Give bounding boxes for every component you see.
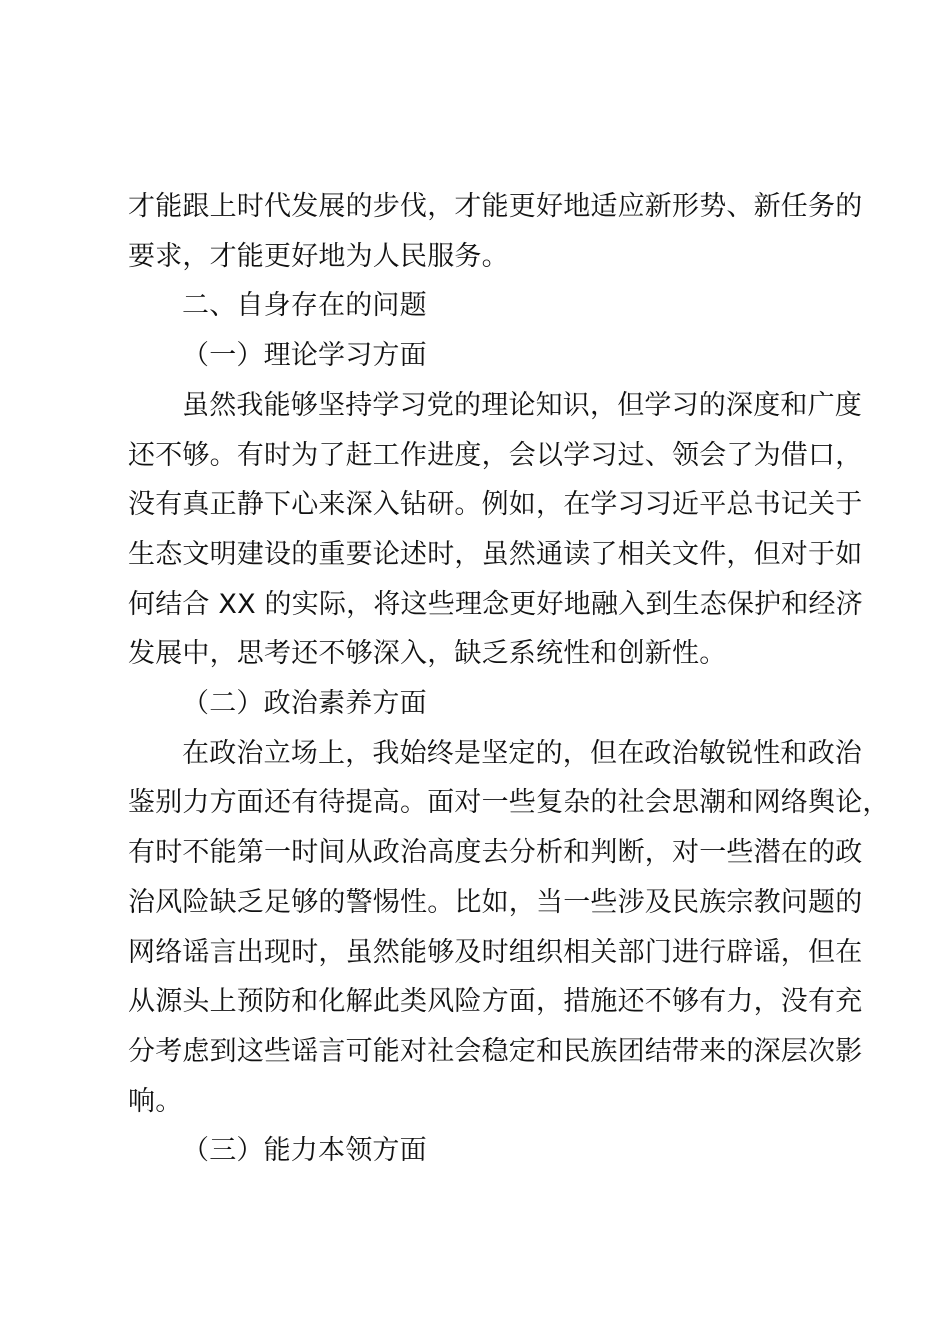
text-line: 要求，才能更好地为人民服务。 (128, 240, 509, 272)
text-line: 从源头上预防和化解此类风险方面，措施还不够有力，没有充 (128, 986, 863, 1018)
subsection-heading-capability: （三）能力本领方面 (182, 1135, 427, 1167)
paragraph-theory-study (128, 381, 863, 679)
paragraph-political-literacy (128, 729, 890, 1127)
text-line: 网络谣言出现时，虽然能够及时组织相关部门进行辟谣，但在 (128, 936, 863, 968)
text-line: 才能跟上时代发展的步伐，才能更好地适应新形势、新任务的 (128, 191, 863, 222)
text-line: 虽然我能够坚持学习党的理论知识，但学习的深度和广度 (182, 389, 862, 421)
text-line: 发展中，思考还不够深入，缺乏系统性和创新性。 (128, 638, 727, 670)
text-line: 还不够。有时为了赶工作进度，会以学习过、领会了为借口， (128, 439, 863, 471)
continued-paragraph (128, 182, 863, 281)
section-heading: 二、自身存在的问题 (182, 290, 427, 322)
text-line: 有时不能第一时间从政治高度去分析和判断，对一些潜在的政 (128, 837, 863, 869)
text-line: 何结合 XX 的实际，将这些理念更好地融入到生态保护和经济 (128, 588, 863, 620)
text-line: 在政治立场上，我始终是坚定的，但在政治敏锐性和政治 (182, 737, 862, 769)
text-line: 分考虑到这些谣言可能对社会稳定和民族团结带来的深层次影 (128, 1035, 863, 1067)
text-line: 没有真正静下心来深入钻研。例如，在学习习近平总书记关于 (128, 489, 863, 521)
subsection-heading-theory-study: （一）理论学习方面 (182, 340, 427, 372)
text-line: 治风险缺乏足够的警惕性。比如，当一些涉及民族宗教问题的 (128, 886, 863, 918)
text-line: 响。 (128, 1085, 183, 1117)
text-line: 生态文明建设的重要论述时，虽然通读了相关文件，但对于如 (128, 538, 863, 570)
subsection-heading-political-literacy: （二）政治素养方面 (182, 688, 427, 720)
document-body (128, 182, 890, 1176)
text-line: 鉴别力方面还有待提高。面对一些复杂的社会思潮和网络舆论， (128, 787, 890, 819)
